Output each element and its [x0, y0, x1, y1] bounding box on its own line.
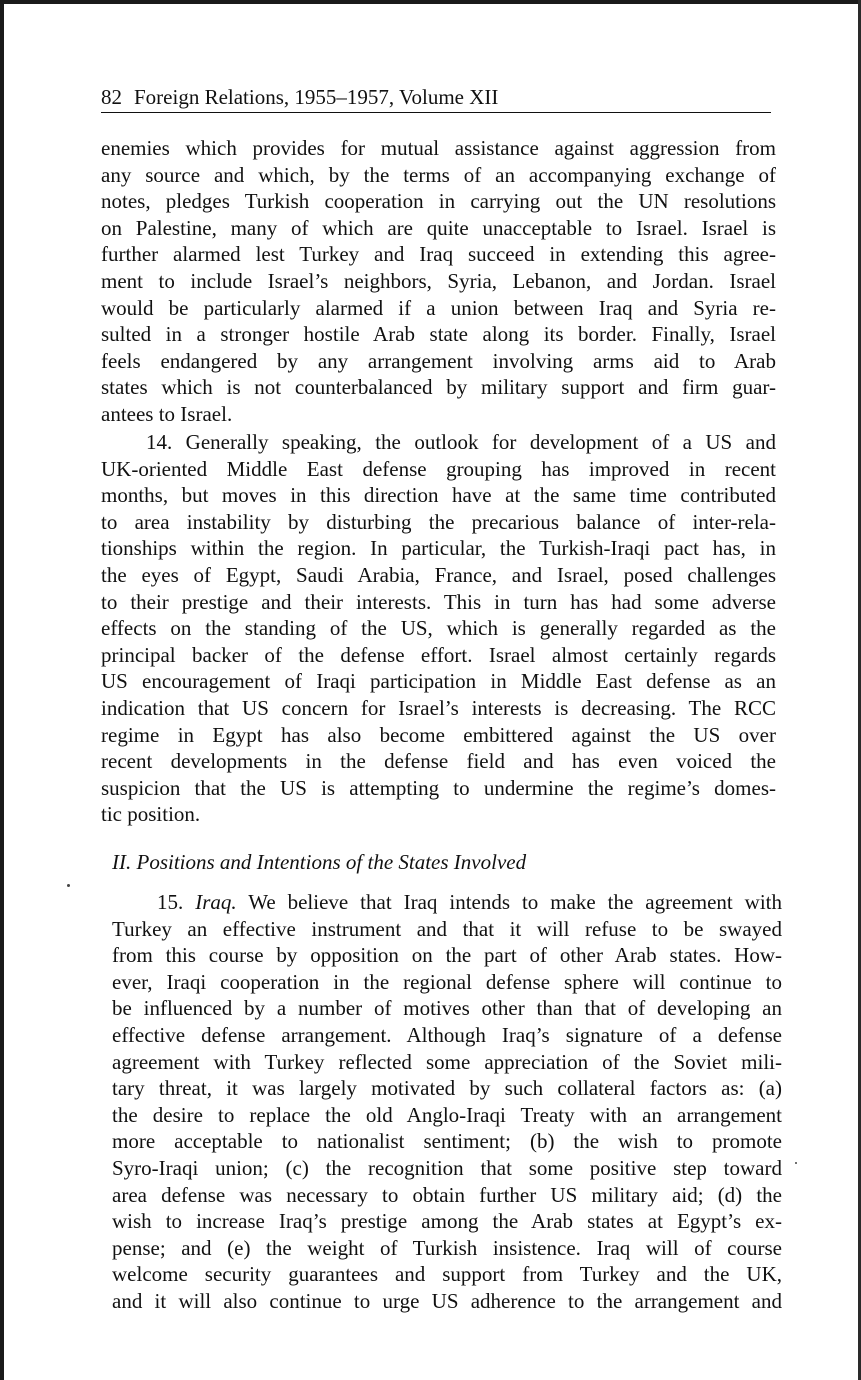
text-line: principal backer of the defense effort. Israel almost certainly regards — [101, 642, 776, 667]
scan-speck — [67, 884, 70, 887]
book-title: Foreign Relations, 1955–1957, Volume XII — [134, 85, 499, 109]
text-line: the eyes of Egypt, Saudi Arabia, France, and Israel, posed challenges — [101, 562, 776, 587]
text-line: tary threat, it was largely motivated by such collateral factors as: (a) — [112, 1076, 782, 1101]
text-line: effective defense arrangement. Although Iraq’s signature of a defense — [112, 1022, 782, 1047]
text-line: to their prestige and their interests. This in turn has had some adverse — [101, 589, 776, 614]
text-line: antees to Israel. — [101, 401, 233, 426]
paragraph-continuation — [101, 135, 776, 428]
text-line: agreement with Turkey reflected some appreciation of the Soviet mili- — [112, 1049, 782, 1074]
text-line: wish to increase Iraq’s prestige among the Arab states at Egypt’s ex- — [112, 1209, 782, 1234]
paragraph-subject: Iraq. — [195, 890, 237, 914]
text-run: We believe that Iraq intends to make the agreement with — [236, 890, 782, 914]
text-line: would be particularly alarmed if a union between Iraq and Syria re- — [101, 295, 776, 320]
paragraph-15 — [112, 889, 782, 1315]
text-line: enemies which provides for mutual assistance against aggression from — [101, 136, 776, 160]
text-line: area defense was necessary to obtain further US military aid; (d) the — [112, 1182, 782, 1207]
text-line: and it will also continue to urge US adherence to the arrangement and — [112, 1288, 782, 1313]
text-line: UK-oriented Middle East defense grouping has improved in recent — [101, 456, 776, 481]
text-line: effects on the standing of the US, which is generally regarded as the — [101, 616, 776, 641]
text-line: ment to include Israel’s neighbors, Syria, Lebanon, and Jordan. Israel — [101, 268, 776, 293]
text-line: Syro-Iraqi union; (c) the recognition that some positive step toward — [112, 1155, 782, 1180]
text-line: on Palestine, many of which are quite unacceptable to Israel. Israel is — [101, 215, 776, 240]
text-line: 14. Generally speaking, the outlook for development of a US and — [146, 430, 776, 454]
text-line: to area instability by disturbing the precarious balance of inter-rela- — [101, 509, 776, 534]
text-line: the desire to replace the old Anglo-Iraqi Treaty with an arrangement — [112, 1102, 782, 1127]
running-head — [101, 84, 771, 113]
text-line — [112, 889, 782, 916]
text-line: notes, pledges Turkish cooperation in carrying out the UN resolutions — [101, 189, 776, 214]
text-line: sulted in a stronger hostile Arab state along its border. Finally, Israel — [101, 322, 776, 347]
text-line: further alarmed lest Turkey and Iraq succeed in extending this agree- — [101, 242, 776, 267]
paragraph-number: 15. — [157, 890, 184, 914]
text-line: more acceptable to nationalist sentiment; (b) the wish to promote — [112, 1129, 782, 1154]
text-line: Turkey an effective instrument and that it will refuse to be swayed — [112, 916, 782, 941]
text-line: months, but moves in this direction have at the same time contributed — [101, 483, 776, 508]
paragraph-14 — [101, 429, 776, 828]
text-line: suspicion that the US is attempting to undermine the regime’s domes- — [101, 775, 776, 800]
text-line: ever, Iraqi cooperation in the regional defense sphere will continue to — [112, 969, 782, 994]
text-line: from this course by opposition on the part of other Arab states. How- — [112, 943, 782, 968]
text-line: indication that US concern for Israel’s interests is decreasing. The RCC — [101, 695, 776, 720]
scan-border-top — [0, 0, 861, 4]
text-line: recent developments in the defense field and has even voiced the — [101, 749, 776, 774]
section-heading: II. Positions and Intentions of the States Involved — [112, 850, 527, 874]
text-line: tionships within the region. In particular, the Turkish-Iraqi pact has, in — [101, 536, 776, 561]
text-line: pense; and (e) the weight of Turkish insistence. Iraq will of course — [112, 1235, 782, 1260]
text-line: states which is not counterbalanced by military support and firm guar- — [101, 375, 776, 400]
scan-border-left — [0, 0, 4, 1380]
text-line: regime in Egypt has also become embittered against the US over — [101, 722, 776, 747]
text-line: any source and which, by the terms of an accompanying exchange of — [101, 162, 776, 187]
page-number: 82 — [101, 85, 122, 109]
text-line: tic position. — [101, 802, 201, 827]
scan-speck — [795, 1162, 797, 1164]
text-line: welcome security guarantees and support from Turkey and the UK, — [112, 1262, 782, 1287]
text-line: be influenced by a number of motives other than that of developing an — [112, 996, 782, 1021]
text-line: US encouragement of Iraqi participation in Middle East defense as an — [101, 669, 776, 694]
text-line: feels endangered by any arrangement involving arms aid to Arab — [101, 348, 776, 373]
